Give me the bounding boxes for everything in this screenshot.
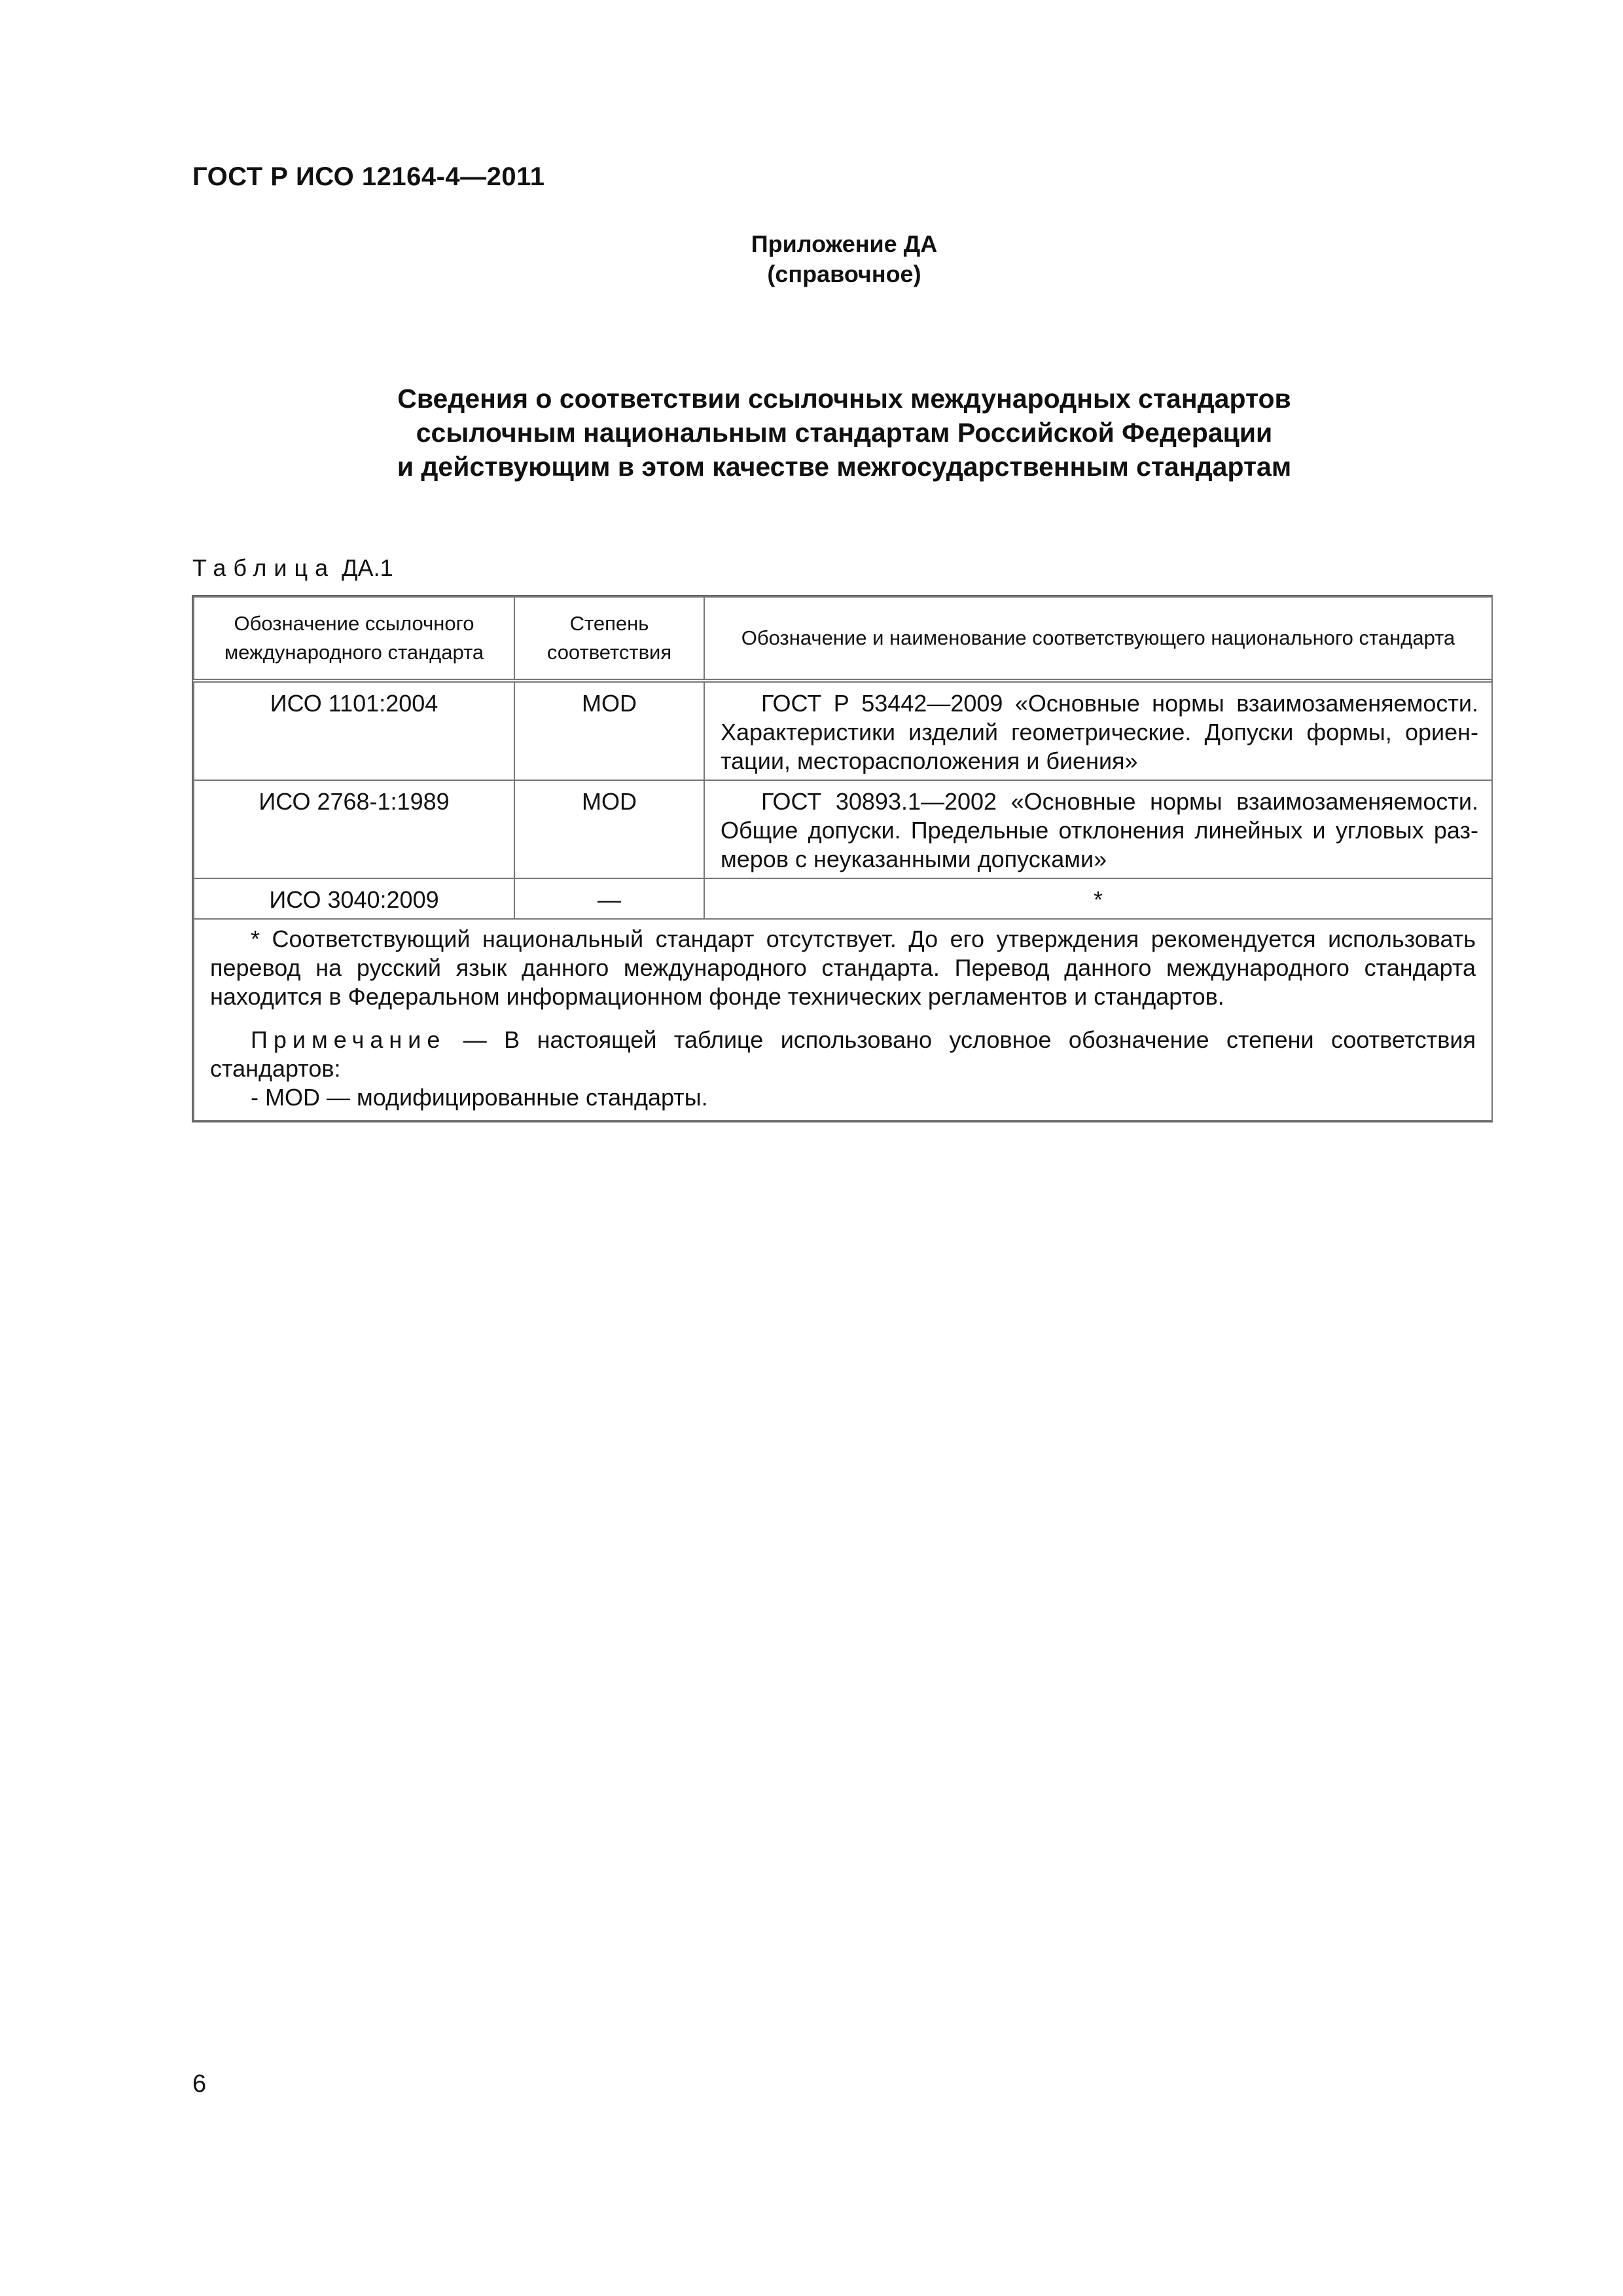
- annex-subtitle: (справочное): [767, 260, 921, 287]
- degree-cell: MOD: [514, 681, 704, 780]
- document-code: ГОСТ Р ИСО 12164-4—2011: [192, 162, 545, 191]
- national-cell: *: [704, 878, 1492, 919]
- heading-line-3: и действующим в этом качестве межгосударственным стандартам: [397, 452, 1292, 482]
- column-header-national: Обозначение и наименование соответствующего национального стандарта: [704, 597, 1492, 681]
- table-row: [194, 681, 1492, 780]
- national-cell: ГОСТ 30893.1—2002 «Основные нормы взаимозаменяемости. Общие допуски. Предельные отклонения линейных и угловых раз- меров с неуказанными допусками»: [704, 780, 1492, 878]
- note-text: [210, 1026, 1476, 1083]
- table-footnote-row: [194, 919, 1492, 1121]
- footnote-text: * Соответствующий национальный стандарт отсутствует. До его утверждения рекомендуется использовать перевод на русский язык данного международного стандарта. Перевод данного международного стандарта находится в Федеральном информационном фонде технических регламентов и стандартов.: [210, 925, 1476, 1010]
- standards-table: [192, 595, 1493, 1122]
- ref-cell: ИСО 3040:2009: [194, 878, 514, 919]
- table-caption-word: Таблица: [192, 554, 336, 581]
- table-row: [194, 780, 1492, 878]
- footnote-cell: [194, 919, 1492, 1121]
- table-header-row: [194, 597, 1492, 681]
- heading-line-1: Сведения о соответствии ссылочных международных стандартов: [397, 384, 1291, 414]
- ref-cell: ИСО 2768-1:1989: [194, 780, 514, 878]
- table-caption: [192, 554, 393, 582]
- national-cell: ГОСТ Р 53442—2009 «Основные нормы взаимозаменяемости. Характеристики изделий геометрические. Допуски формы, ориен- тации, месторасположения и биения»: [704, 681, 1492, 780]
- note-item: - MOD — модифицированные стандарты.: [251, 1084, 708, 1111]
- degree-cell: —: [514, 878, 704, 919]
- page-number: 6: [192, 2070, 207, 2098]
- ref-cell: ИСО 1101:2004: [194, 681, 514, 780]
- table-row: [194, 878, 1492, 919]
- column-header-degree: Степень соответствия: [514, 597, 704, 681]
- heading-line-2: ссылочным национальным стандартам Российской Федерации: [416, 418, 1273, 448]
- note-word: Примечание: [251, 1026, 446, 1053]
- annex-title: Приложение ДА: [751, 230, 938, 257]
- degree-cell: MOD: [514, 780, 704, 878]
- section-heading: [275, 382, 1414, 484]
- table-caption-number: ДА.1: [342, 554, 393, 581]
- column-header-ref: Обозначение ссылочного международного стандарта: [194, 597, 514, 681]
- note-body: — В настоящей таблице использовано условное обозначение степени соответствия стандартов:: [210, 1026, 1476, 1082]
